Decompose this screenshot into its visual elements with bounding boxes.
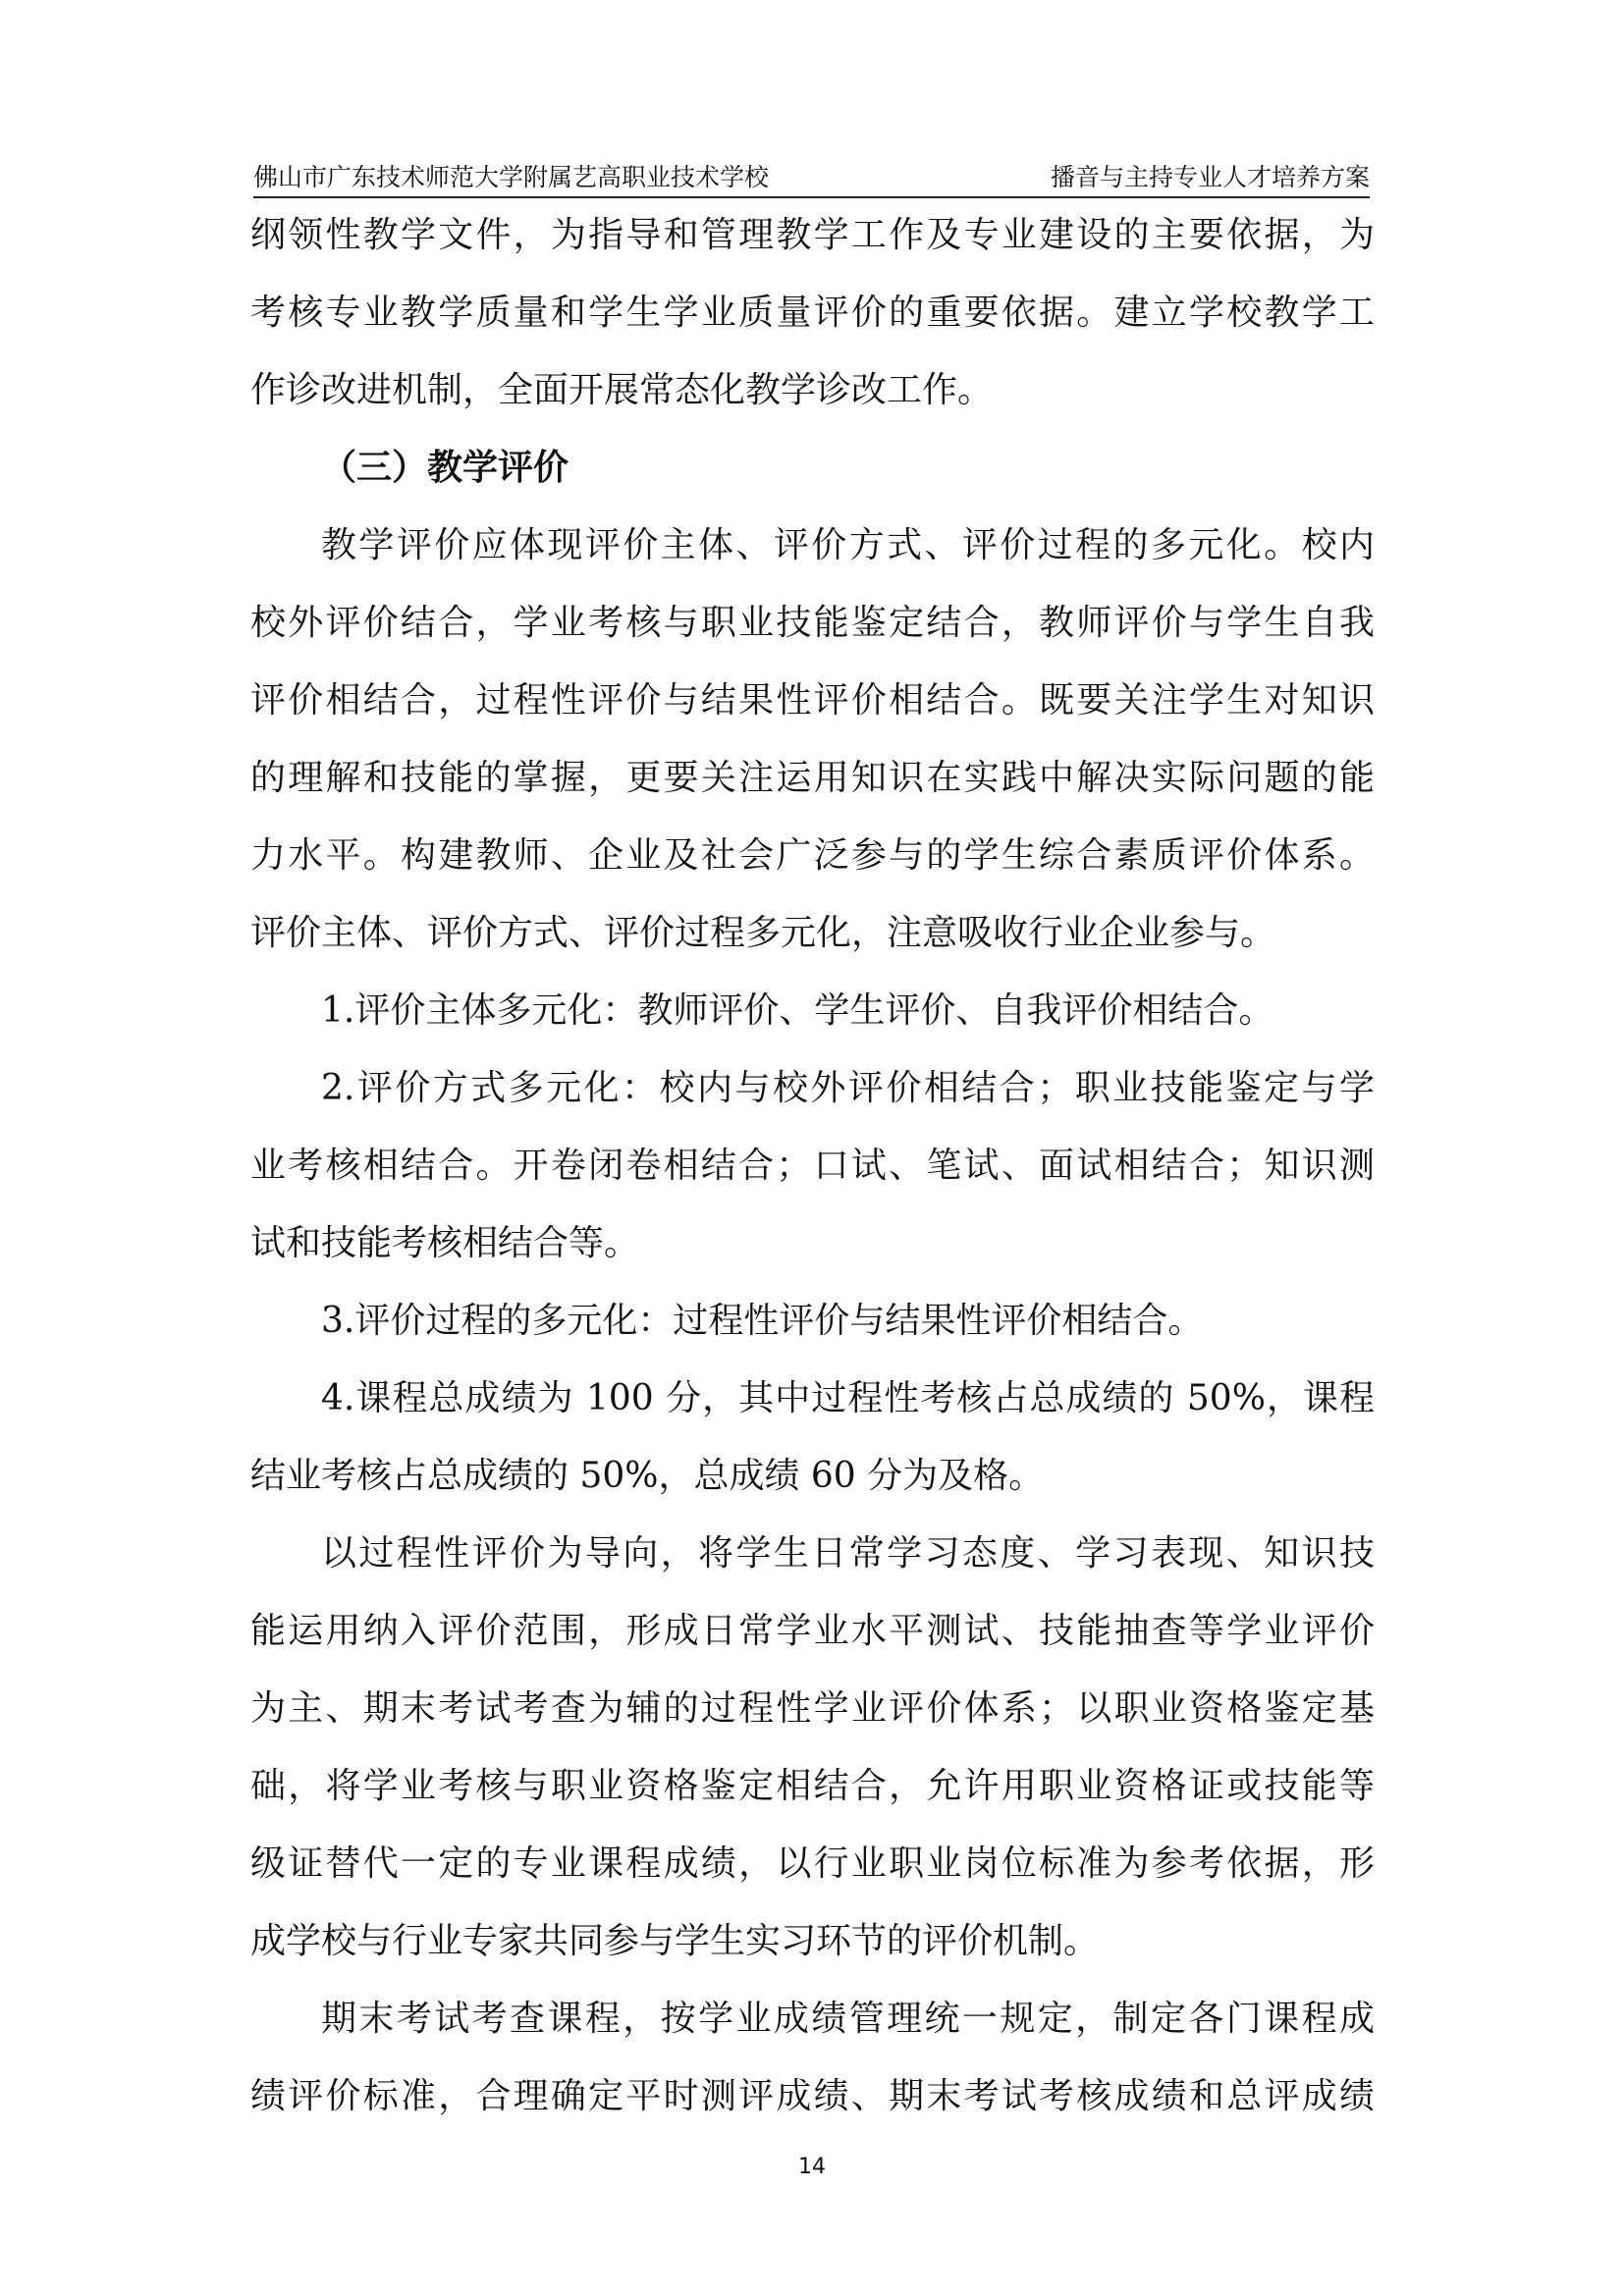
text-line: 结业考核占总成绩的 50%，总成绩 60 分为及格。 [250,1456,1045,1496]
text-line: 评价主体、评价方式、评价过程多元化，注意吸收行业企业参与。 [250,913,1276,953]
text-line: 以过程性评价为导向，将学生日常学习态度、学习表现、知识技 [321,1533,1375,1574]
text-line: 试和技能考核相结合等。 [250,1223,640,1263]
text-line: 为主、期末考试考查为辅的过程性学业评价体系；以职业资格鉴定基 [250,1688,1375,1729]
page-header [253,157,1370,198]
header-school-name: 佛山市广东技术师范大学附属艺高职业技术学校 [253,163,770,191]
text-line: 的理解和技能的掌握，更要关注运用知识在实践中解决实际问题的能 [250,758,1375,798]
body-text [250,196,1375,2135]
text-line: 业考核相结合。开卷闭卷相结合；口试、笔试、面试相结合；知识测 [250,1146,1375,1186]
text-line: 校外评价结合，学业考核与职业技能鉴定结合，教师评价与学生自我 [250,603,1375,643]
header-document-title: 播音与主持专业人才培养方案 [1050,163,1370,191]
text-line: 成学校与行业专家共同参与学生实习环节的评价机制。 [250,1921,1100,1961]
text-line: 期末考试考查课程，按学业成绩管理统一规定，制定各门课程成 [321,1999,1375,2039]
list-item: 2.评价方式多元化：校内与校外评价相结合；职业技能鉴定与学 [321,1068,1375,1108]
text-line: 教学评价应体现评价主体、评价方式、评价过程的多元化。校内 [321,525,1375,565]
text-line: 绩评价标准，合理确定平时测评成绩、期末考试考核成绩和总评成绩 [250,2076,1375,2116]
section-heading: （三）教学评价 [321,448,569,488]
page-number: 14 [798,2155,826,2179]
text-line: 级证替代一定的专业课程成绩，以行业职业岗位标准为参考依据，形 [250,1843,1375,1884]
list-item: 1.评价主体多元化：教师评价、学生评价、自我评价相结合。 [321,990,1274,1031]
text-line: 力水平。构建教师、企业及社会广泛参与的学生综合素质评价体系。 [250,835,1375,876]
list-item: 3.评价过程的多元化：过程性评价与结果性评价相结合。 [321,1301,1204,1341]
text-line: 评价相结合，过程性评价与结果性评价相结合。既要关注学生对知识 [250,680,1375,721]
text-line: 础，将学业考核与职业资格鉴定相结合，允许用职业资格证或技能等 [250,1766,1375,1806]
list-item: 4.课程总成绩为 100 分，其中过程性考核占总成绩的 50%，课程 [321,1378,1375,1418]
text-line: 考核专业教学质量和学生学业质量评价的重要依据。建立学校教学工 [250,293,1375,333]
text-line: 能运用纳入评价范围，形成日常学业水平测试、技能抽查等学业评价 [250,1611,1375,1651]
text-line: 作诊改进机制，全面开展常态化教学诊改工作。 [250,370,994,410]
text-line: 纲领性教学文件，为指导和管理教学工作及专业建设的主要依据，为 [250,215,1375,255]
